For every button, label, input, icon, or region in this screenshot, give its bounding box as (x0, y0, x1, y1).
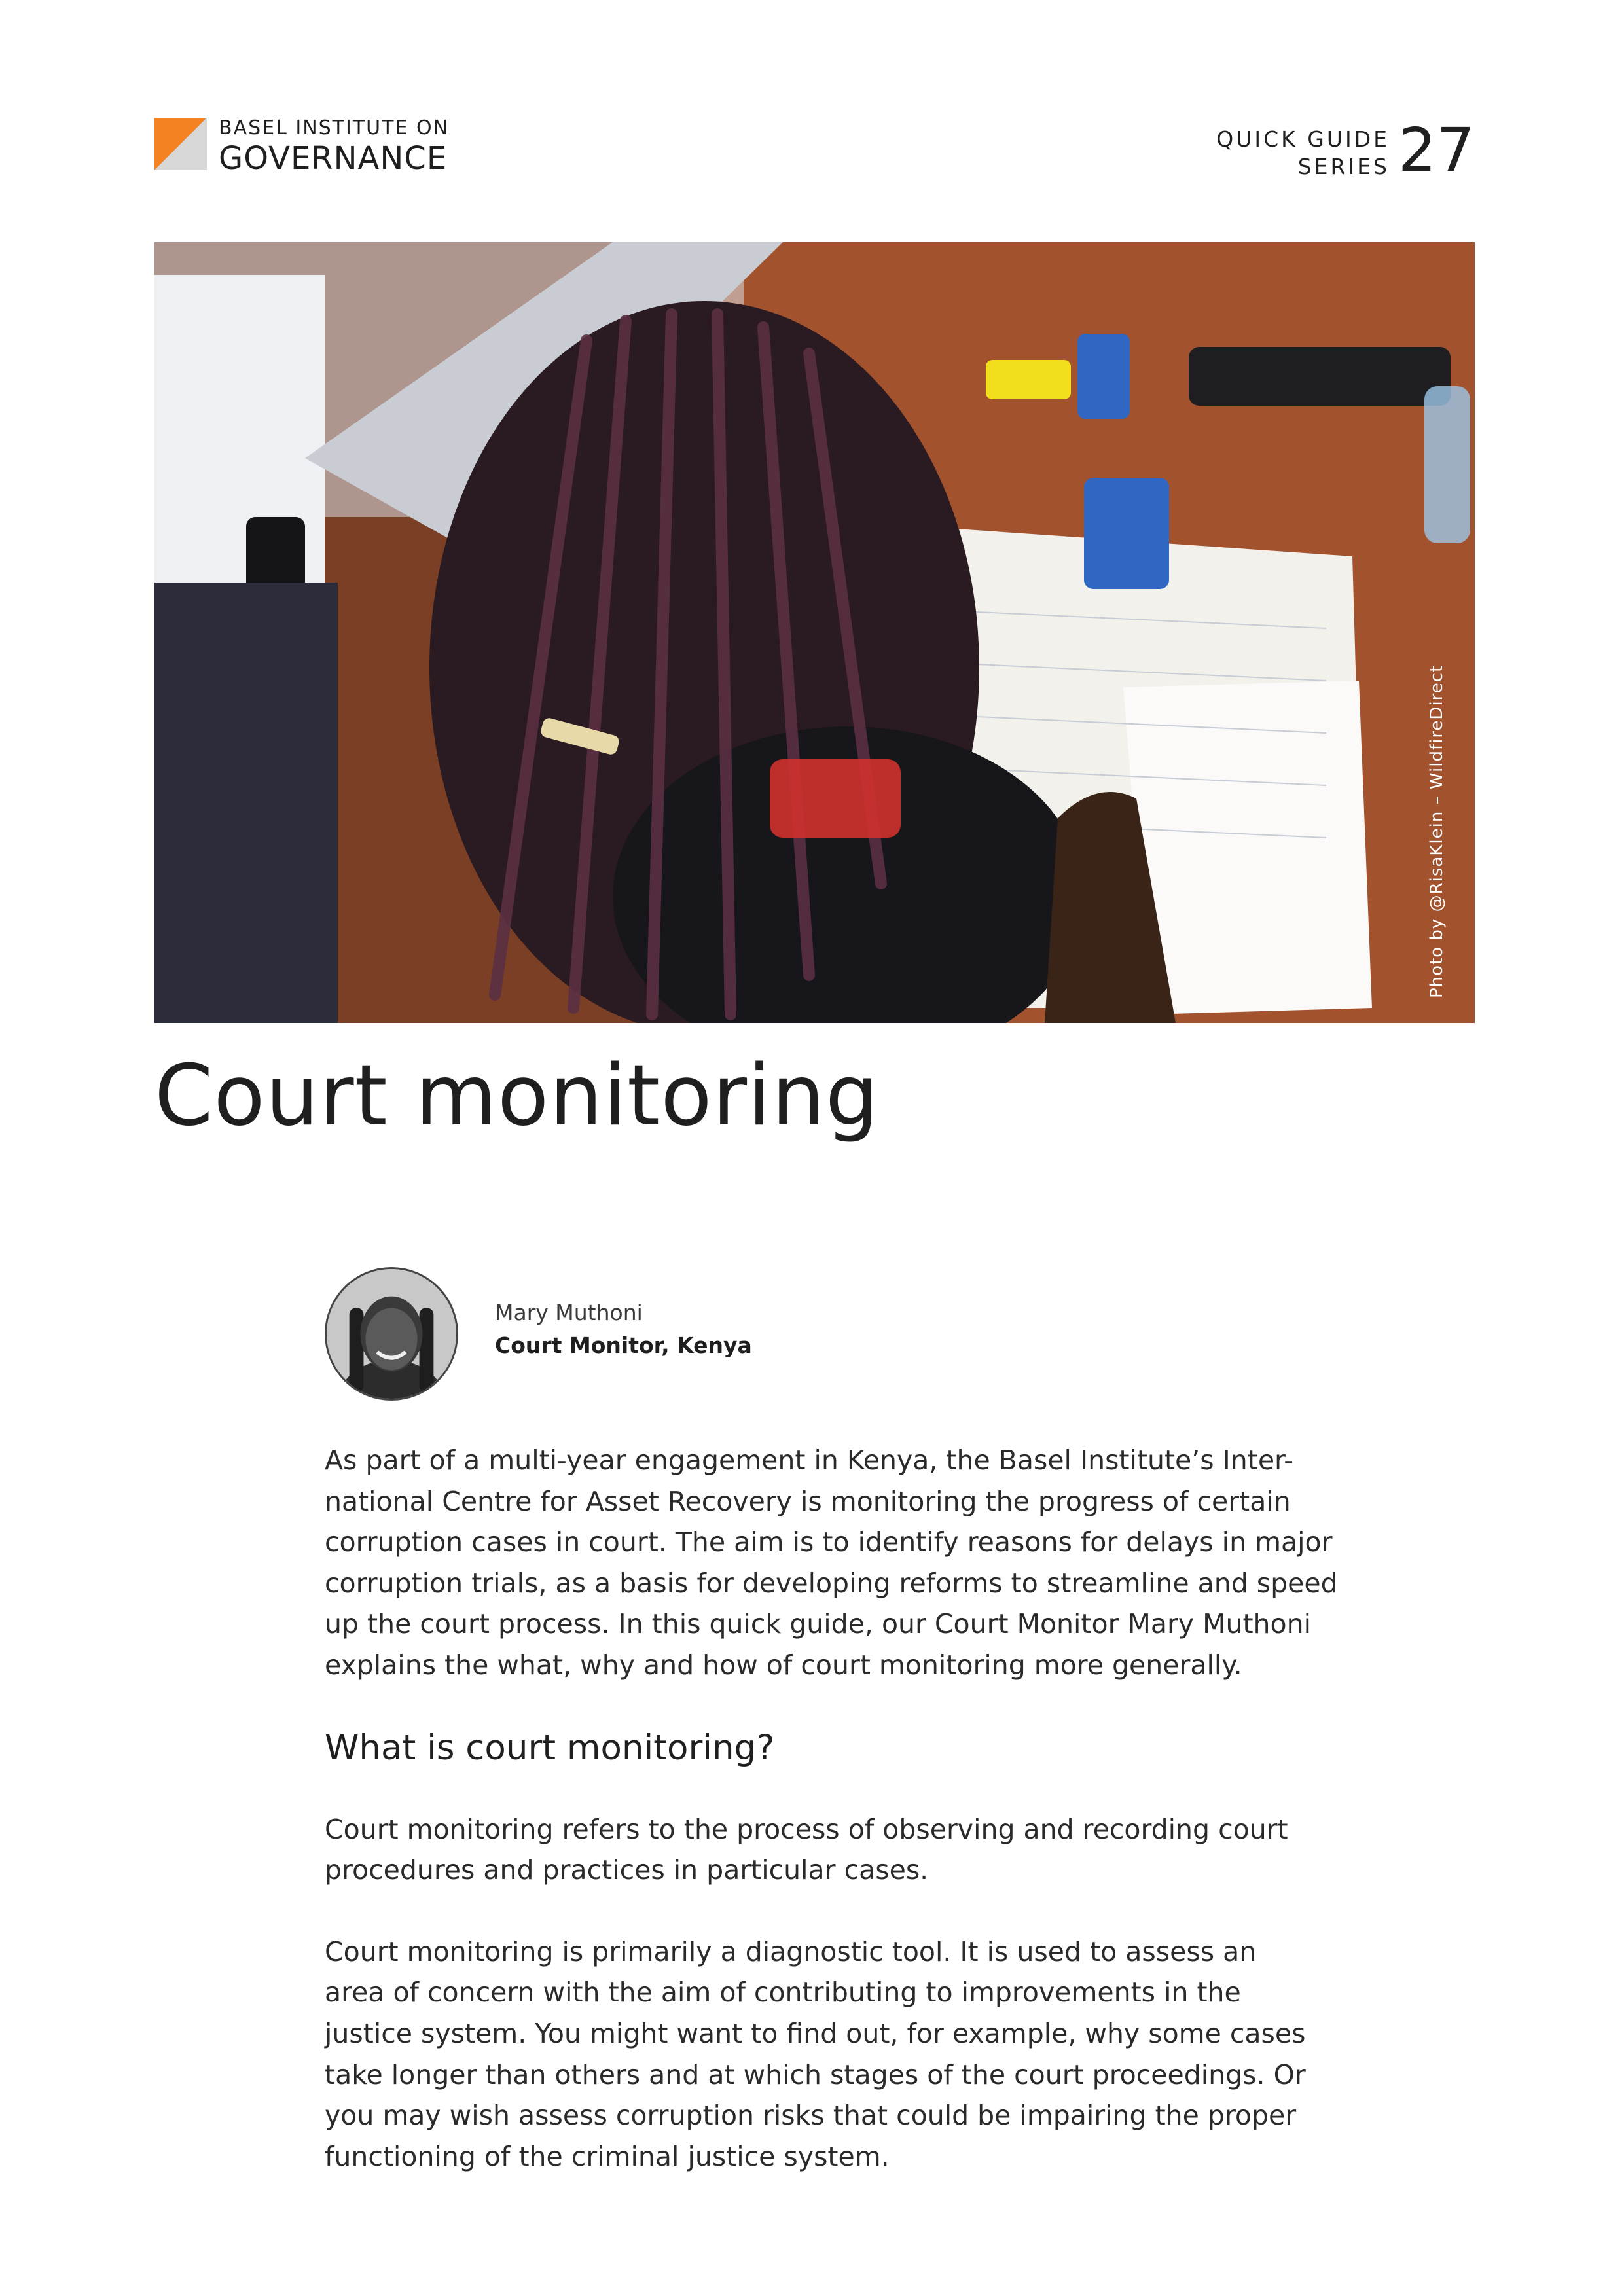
cover-photo (154, 242, 1475, 1023)
section-paragraph-2 (325, 1931, 1320, 2178)
paragraph-line: Court monitoring refers to the process of observing and recording court (325, 1813, 1288, 1845)
basel-institute-logo (154, 117, 462, 175)
logo-mark-icon (154, 118, 207, 170)
author-portrait-icon (327, 1269, 456, 1399)
intro-line: corruption trials, as a basis for developing reforms to streamline and speed (325, 1567, 1338, 1599)
intro-line: up the court process. In this quick guide, our Court Monitor Mary Muthoni (325, 1608, 1311, 1640)
avatar (325, 1267, 458, 1401)
cover-photo-illustration (154, 242, 1475, 1023)
intro-paragraph (325, 1440, 1338, 1686)
author-role: Court Monitor, Kenya (495, 1333, 752, 1358)
paragraph-line: justice system. You might want to find out, for example, why some cases (325, 2017, 1306, 2049)
series-label-line2: SERIES (1297, 154, 1390, 179)
intro-line: As part of a multi-year engagement in Kenya, the Basel Institute’s Inter- (325, 1444, 1294, 1476)
page-title: Court monitoring (154, 1047, 880, 1145)
section-paragraph-1 (325, 1809, 1320, 1891)
series-label-line1: QUICK GUIDE (1216, 126, 1390, 152)
logo-text-line1: BASEL INSTITUTE ON (219, 117, 450, 139)
intro-line: national Centre for Asset Recovery is monitoring the progress of certain (325, 1485, 1291, 1517)
series-label (1216, 126, 1390, 181)
paragraph-line: you may wish assess corruption risks that could be impairing the proper (325, 2100, 1297, 2132)
paragraph-line: functioning of the criminal justice system. (325, 2140, 890, 2172)
intro-line: explains the what, why and how of court monitoring more generally. (325, 1649, 1242, 1681)
article-body (325, 1440, 1338, 2177)
paragraph-line: area of concern with the aim of contributing to improvements in the (325, 1977, 1241, 2009)
section-heading: What is court monitoring? (325, 1727, 775, 1768)
paragraph-line: procedures and practices in particular cases. (325, 1854, 929, 1886)
series-number: 27 (1398, 115, 1475, 185)
paragraph-line: Court monitoring is primarily a diagnostic tool. It is used to assess an (325, 1935, 1257, 1967)
logo-text-line2: GOVERNANCE (219, 140, 448, 177)
author-name: Mary Muthoni (495, 1300, 643, 1325)
paragraph-line: take longer than others and at which stages of the court proceedings. Or (325, 2058, 1306, 2090)
photo-credit: Photo by @RisaKlein – WildfireDirect (1427, 664, 1447, 998)
intro-line: corruption cases in court. The aim is to identify reasons for delays in major (325, 1526, 1333, 1558)
author-block (325, 1267, 1307, 1405)
